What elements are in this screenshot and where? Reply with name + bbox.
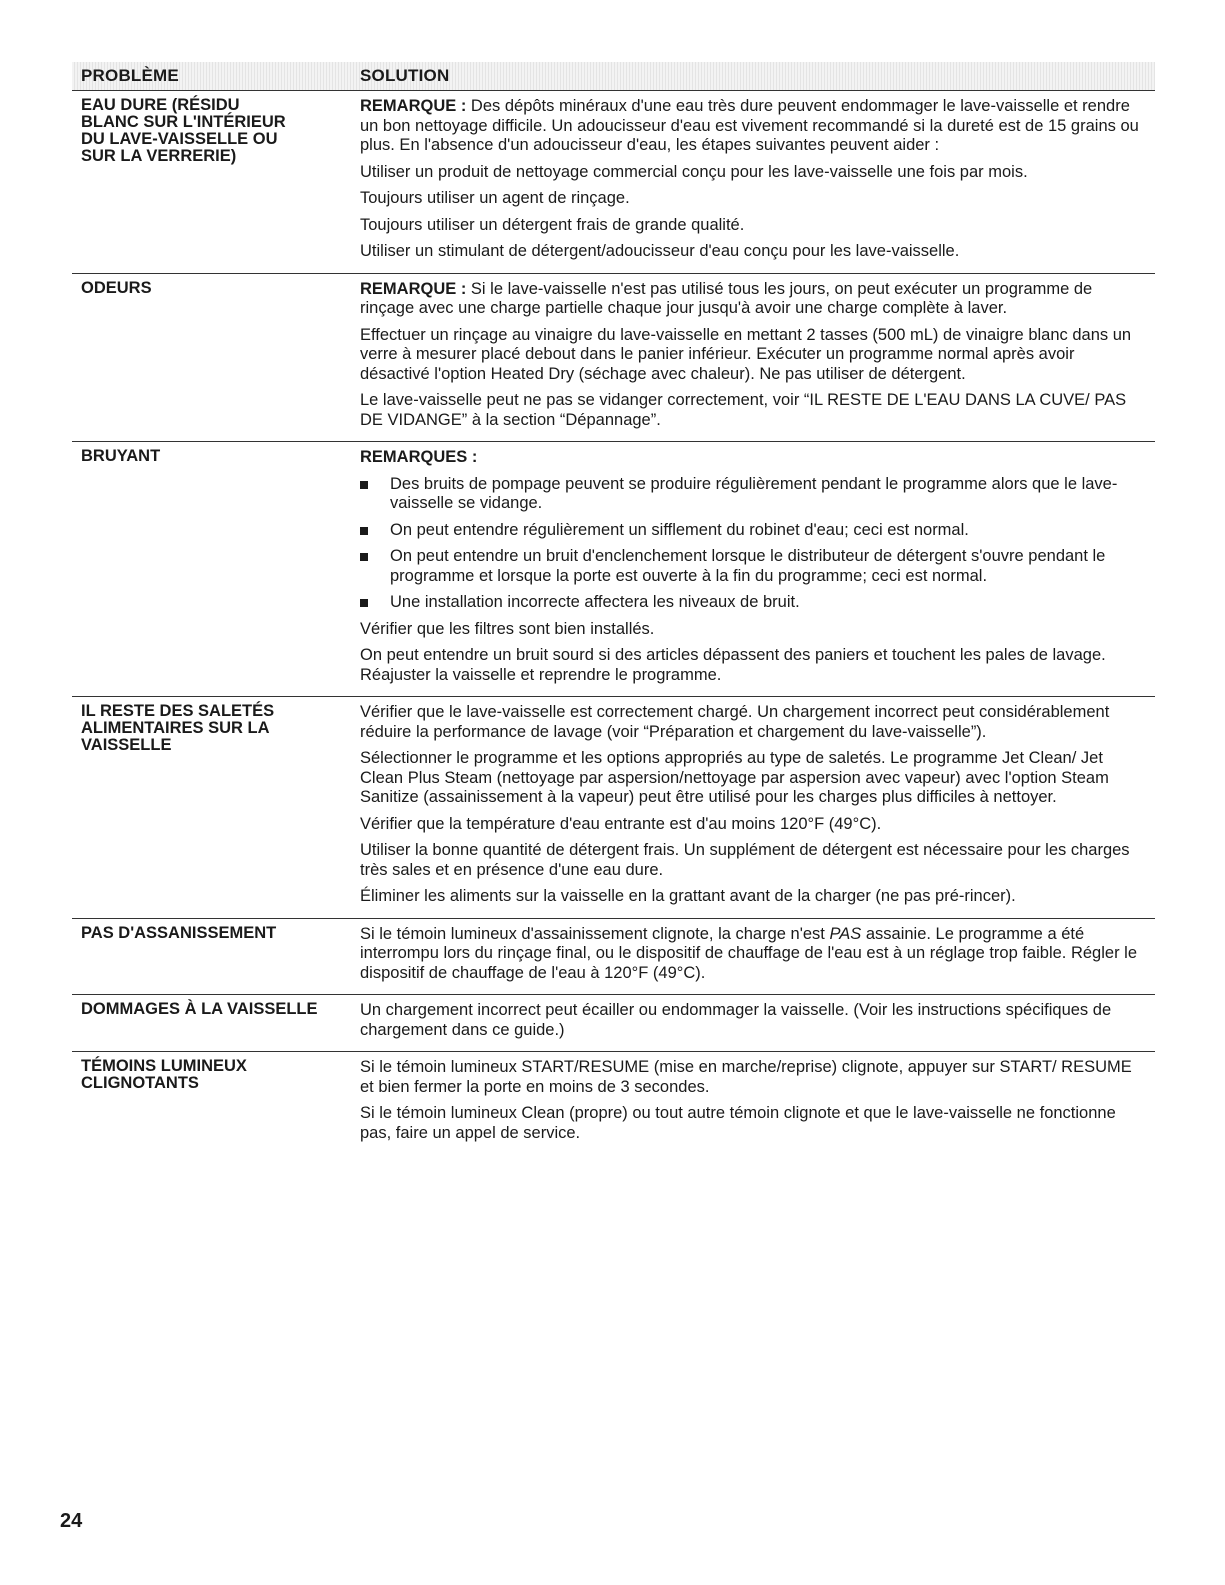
solution-paragraph: Éliminer les aliments sur la vaisselle en la grattant avant de la charger (ne pas pré-rincer). — [360, 887, 1016, 905]
solution-text: Si le témoin lumineux d'assainissement clignote, la charge n'est — [360, 924, 830, 943]
header-problem: PROBLÈME — [81, 66, 179, 85]
note-label: REMARQUE : — [360, 279, 467, 298]
note-text: Des dépôts minéraux d'une eau très dure peuvent endommager le lave-vaisselle et rendre un bon nettoyage difficile. Un adoucisseur d'eau est vivement recommandé si la dureté est de 15 grains ou plus. En l'absence d'un adoucisseur d'eau, les étapes suivantes peuvent aider : — [360, 97, 1139, 154]
solution-paragraph: Effectuer un rinçage au vinaigre du lave-vaisselle en mettant 2 tasses (500 mL) de vinaigre blanc dans un verre à mesurer placé debout dans le panier inférieur. Exécuter un programme normal après avoir désactivé l'option Heated Dry (séchage avec chaleur). Ne pas utiliser de détergent. — [360, 325, 1132, 383]
bullet-text: Des bruits de pompage peuvent se produire régulièrement pendant le programme alors que le lave-vaisselle se vidange. — [390, 474, 1118, 512]
problem-cell: BRUYANT — [81, 447, 161, 465]
problem-cell: ODEURS — [81, 278, 152, 297]
solution-cell — [357, 280, 1155, 438]
solution-cell — [357, 1001, 1155, 1047]
bullet-text: On peut entendre un bruit d'enclenchement lorsque le distributeur de détergent s'ouvre pendant le programme et lorsque la porte est ouverte à la fin du programme; ceci est normal. — [390, 547, 1106, 585]
bullet-item — [360, 547, 1147, 586]
solution-text: assainie. Le programme a été interrompu lors du rinçage final, ou le dispositif de chauffage de l'eau est à un réglage trop faible. Régler le dispositif de chauffage de l'eau à 120°F (49°C). — [360, 924, 1137, 982]
note-label: REMARQUE : — [360, 97, 467, 115]
note — [360, 280, 1147, 319]
page-number: 24 — [60, 1510, 83, 1532]
table-row — [72, 697, 1155, 919]
bullet-item — [360, 521, 1147, 541]
solution-paragraph: Si le témoin lumineux START/RESUME (mise en marche/reprise) clignote, appuyer sur START/ RESUME et bien fermer la porte en moins de 3 secondes. — [360, 1058, 1132, 1096]
solution-paragraph: Un chargement incorrect peut écailler ou endommager la vaisselle. (Voir les instructions spécifiques de chargement dans ce guide.) — [360, 1001, 1112, 1039]
bullet-text: Une installation incorrecte affectera les niveaux de bruit. — [390, 593, 800, 611]
table-row — [72, 995, 1155, 1052]
solution-paragraph: Toujours utiliser un détergent frais de grande qualité. — [360, 215, 745, 234]
solution-paragraph: Vérifier que les filtres sont bien installés. — [360, 619, 655, 638]
problem-cell: DOMMAGES À LA VAISSELLE — [81, 1000, 318, 1018]
note — [360, 97, 1147, 156]
bullet-square-icon — [360, 599, 368, 607]
emphasis-text: PAS — [829, 924, 862, 943]
table-row — [72, 91, 1155, 274]
solution-paragraph: Sélectionner le programme et les options appropriés au type de saletés. Le programme Jet Clean/ Jet Clean Plus Steam (nettoyage par aspersion/nettoyage par aspersion avec vapeur) avec l'option Steam Sanitize (assainissement à la vapeur) peut être utilisé pour les charges plus difficiles à nettoyer. — [360, 749, 1109, 806]
solution-paragraph: Toujours utiliser un agent de rinçage. — [360, 189, 630, 207]
troubleshooting-table — [72, 62, 1155, 1154]
problem-cell: TÉMOINS LUMINEUX CLIGNOTANTS — [81, 1057, 247, 1092]
bullet-item — [360, 475, 1147, 514]
solution-cell — [357, 925, 1155, 991]
solution-paragraph: Utiliser un stimulant de détergent/adoucisseur d'eau conçu pour les lave-vaisselle. — [360, 242, 960, 260]
table-header — [72, 62, 1155, 91]
problem-cell: PAS D'ASSANISSEMENT — [81, 923, 277, 942]
solution-cell — [357, 1058, 1155, 1150]
bullet-item — [360, 593, 1147, 613]
solution-paragraph: Le lave-vaisselle peut ne pas se vidanger correctement, voir “IL RESTE DE L'EAU DANS LA CUVE/ PAS DE VIDANGE” à la section “Dépannage”. — [360, 391, 1127, 429]
table-row — [72, 442, 1155, 697]
note-label: REMARQUES : — [360, 448, 478, 466]
problem-cell: IL RESTE DES SALETÉS ALIMENTAIRES SUR LA VAISSELLE — [81, 702, 275, 754]
solution-paragraph: Si le témoin lumineux Clean (propre) ou tout autre témoin clignote et que le lave-vaisselle ne fonctionne pas, faire un appel de service. — [360, 1104, 1116, 1142]
table-row — [72, 1052, 1155, 1154]
solution-paragraph: On peut entendre un bruit sourd si des articles dépassent des paniers et touchent les pales de lavage. Réajuster la vaisselle et reprendre le programme. — [360, 646, 1106, 684]
problem-cell: EAU DURE (RÉSIDU BLANC SUR L'INTÉRIEUR DU LAVE-VAISSELLE OU SUR LA VERRERIE) — [81, 96, 286, 165]
bullet-square-icon — [360, 553, 368, 561]
note-text: Si le lave-vaisselle n'est pas utilisé tous les jours, on peut exécuter un programme de rinçage avec une charge partielle chaque jour jusqu'à avoir une charge complète à laver. — [360, 279, 1093, 317]
table-row — [72, 919, 1155, 996]
solution-paragraph: Utiliser un produit de nettoyage commercial conçu pour les lave-vaisselle une fois par mois. — [360, 162, 1028, 181]
bullet-square-icon — [360, 481, 368, 489]
solution-paragraph — [360, 925, 1147, 984]
bullet-square-icon — [360, 527, 368, 535]
solution-paragraph: Vérifier que la température d'eau entrante est d'au moins 120°F (49°C). — [360, 814, 882, 833]
solution-cell — [357, 448, 1155, 692]
table-row — [72, 274, 1155, 443]
solution-paragraph: Vérifier que le lave-vaisselle est correctement chargé. Un chargement incorrect peut considérablement réduire la performance de lavage (voir “Préparation et chargement du lave-vaisselle”). — [360, 703, 1110, 741]
bullet-text: On peut entendre régulièrement un sifflement du robinet d'eau; ceci est normal. — [390, 520, 969, 539]
solution-cell — [357, 703, 1155, 914]
solution-paragraph: Utiliser la bonne quantité de détergent frais. Un supplément de détergent est nécessaire pour les charges très sales et en présence d'une eau dure. — [360, 841, 1130, 879]
header-solution: SOLUTION — [360, 66, 450, 85]
solution-cell — [357, 97, 1155, 269]
